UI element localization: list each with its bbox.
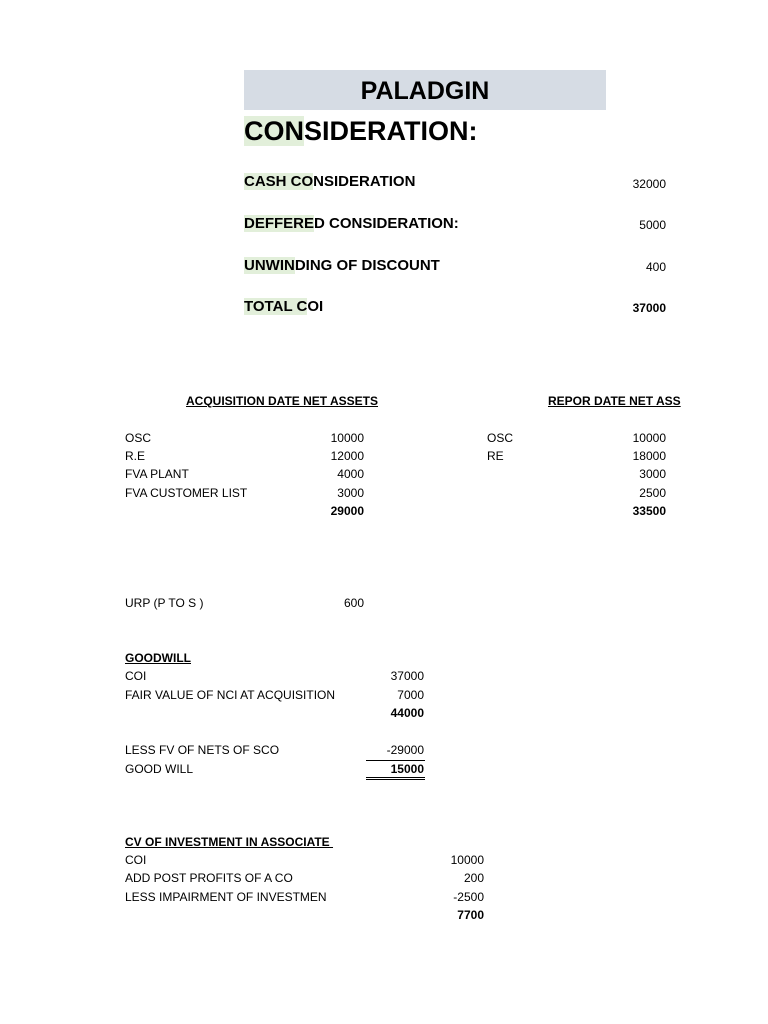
deferred-consideration-label <box>244 214 459 234</box>
associate-row-value: 200 <box>463 871 484 885</box>
rep-row-label: RE <box>487 449 504 463</box>
goodwill-row-value: 37000 <box>390 669 424 683</box>
deferred-consideration-value: 5000 <box>639 218 666 232</box>
consideration-heading <box>244 112 478 150</box>
highlight-text: CASH CO <box>244 173 314 190</box>
rep-net-assets-heading: REPOR DATE NET ASS <box>548 394 681 408</box>
acq-row-label: OSC <box>125 431 152 445</box>
rep-row-value: 18000 <box>632 449 666 463</box>
acq-net-assets-heading: ACQUISITION DATE NET ASSETS <box>186 394 379 408</box>
acq-row-value: 4000 <box>337 467 364 481</box>
label-text: NSIDERATION <box>313 173 416 190</box>
associate-heading: CV OF INVESTMENT IN ASSOCIATE <box>125 835 334 849</box>
associate-row-value: -2500 <box>453 890 484 904</box>
goodwill-subtotal: 44000 <box>390 706 424 720</box>
acq-row-label: R.E <box>125 449 146 463</box>
urp-value: 600 <box>343 596 364 610</box>
rep-row-value: 2500 <box>639 486 666 500</box>
rep-total-value: 33500 <box>632 504 666 518</box>
unwinding-discount-label <box>244 256 440 276</box>
associate-row-label: LESS IMPAIRMENT OF INVESTMEN <box>125 890 327 904</box>
associate-total: 7700 <box>457 908 484 922</box>
total-coi-label <box>244 297 323 317</box>
rep-row-value: 10000 <box>632 431 666 445</box>
double-rule-bottom <box>366 779 425 780</box>
consideration-heading-rest: SIDERATION: <box>304 116 478 146</box>
subtotal-rule <box>366 760 425 761</box>
unwinding-discount-value: 400 <box>645 260 666 274</box>
rep-row-label: OSC <box>487 431 514 445</box>
goodwill-row-label: COI <box>125 669 147 683</box>
acq-row-value: 12000 <box>330 449 364 463</box>
label-text: DING OF DISCOUNT <box>294 257 440 274</box>
acq-row-label: FVA PLANT <box>125 467 189 481</box>
cash-consideration-value: 32000 <box>632 177 666 191</box>
goodwill-label: GOOD WILL <box>125 762 194 776</box>
acq-row-value: 10000 <box>330 431 364 445</box>
cash-consideration-label <box>244 172 415 192</box>
goodwill-value: 15000 <box>390 762 424 776</box>
label-text: D CONSIDERATION: <box>314 215 459 232</box>
goodwill-heading: GOODWILL <box>125 651 191 665</box>
highlight-text: UNWIN <box>244 257 295 274</box>
associate-row-value: 10000 <box>450 853 484 867</box>
less-fv-label: LESS FV OF NETS OF SCO <box>125 743 280 757</box>
double-rule-top <box>366 777 425 778</box>
total-coi-value: 37000 <box>632 301 666 315</box>
acq-row-label: FVA CUSTOMER LIST <box>125 486 248 500</box>
goodwill-row-label: FAIR VALUE OF NCI AT ACQUISITION <box>125 688 336 702</box>
highlight-text: TOTAL C <box>244 298 308 315</box>
label-text: OI <box>307 298 324 315</box>
urp-label: URP (P TO S ) <box>125 596 204 610</box>
goodwill-row-value: 7000 <box>397 688 424 702</box>
associate-row-label: COI <box>125 853 147 867</box>
consideration-heading-highlight: CON <box>244 116 304 146</box>
less-fv-value: -29000 <box>386 743 424 757</box>
acq-total-value: 29000 <box>330 504 364 518</box>
company-title: PALADGIN <box>360 77 490 105</box>
highlight-text: DEFFERE <box>244 215 315 232</box>
rep-row-value: 3000 <box>639 467 666 481</box>
acq-row-value: 3000 <box>337 486 364 500</box>
associate-row-label: ADD POST PROFITS OF A CO <box>125 871 293 885</box>
